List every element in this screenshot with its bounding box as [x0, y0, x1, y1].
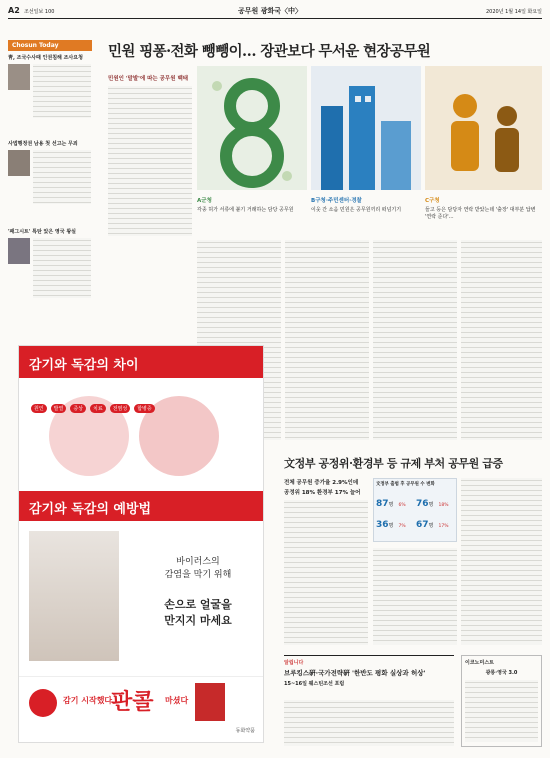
notice-sub: 15~16일 웨스틴조선 포럼: [284, 681, 345, 687]
stat-unit: 명: [388, 523, 394, 529]
ad-woman-photo: [29, 531, 119, 661]
stat-value: 87: [376, 499, 389, 509]
main-headline: 민원 핑퐁·전화 뺑뺑이… 장관보다 무서운 현장공무원: [108, 43, 431, 60]
caption-tag: A군청: [197, 198, 212, 204]
caption-text: 이웃 간 소음 민원은 공무원끼리 떠넘기기: [311, 207, 402, 213]
notice-headline: 브루킹스硏·국가전략硏 '한반도 평화 실상과 허상': [284, 669, 426, 677]
date: 2020년 1월 14일 화요일: [485, 9, 542, 15]
ad-maker: 동화약품: [235, 728, 255, 734]
number-8-illustration: [197, 66, 307, 190]
stat-pct: 6%: [398, 503, 406, 508]
sidebar-body-text: [33, 238, 91, 298]
body-text-col: [461, 240, 542, 440]
ad-brand: 판콜: [111, 690, 154, 715]
stat: [416, 491, 454, 510]
stat: [376, 512, 414, 531]
infographic-stats: [374, 489, 456, 533]
caption-b: [311, 196, 421, 213]
ad-brand-row: [19, 676, 264, 742]
body-text-col: [285, 240, 369, 440]
ad-chart-label: 증상: [70, 404, 86, 413]
ad-product-box: [195, 683, 225, 721]
subhead-line: 전체 공무원 증가율 2.9%인데: [284, 480, 359, 486]
page-number: A2: [8, 6, 20, 15]
ad-chart-label: 합병증: [134, 404, 155, 413]
bottom-notice: [284, 655, 454, 687]
ad-chart-labels: [31, 404, 251, 413]
ad-title-1: 감기와 독감의 차이: [29, 358, 139, 373]
lead-body-text: [108, 86, 192, 236]
sidebar-title: Chosun Today: [8, 40, 92, 51]
ad-hand-text: 손으로 얼굴을 만지지 마세요: [164, 598, 232, 627]
ad-brand-tagline: 감기 시작했다: [63, 696, 113, 705]
sidebar-item[interactable]: [8, 228, 92, 235]
lower-subhead: [284, 478, 368, 496]
sidebar-photo: [8, 64, 30, 90]
infographic: [373, 478, 457, 542]
ad-banner-mid: [19, 491, 264, 521]
body-text-col: [373, 240, 457, 440]
caption-a: [197, 196, 307, 213]
ad-chart-label: 발열: [51, 404, 67, 413]
ad-comparison-chart: [29, 386, 255, 486]
illustration-c: [425, 66, 542, 190]
stat-unit: 명: [428, 523, 434, 529]
sidebar-body-text: [33, 64, 91, 118]
ad-chart-label: 치료: [90, 404, 106, 413]
officials-illustration: [425, 66, 542, 190]
sidebar-item-headline: '패그시트' 특탄 았은 영국 왕실: [8, 229, 76, 235]
lower-body-text: [461, 478, 542, 645]
sidebar-item-headline: 사법행정권 남용 첫 선고는 무죄: [8, 141, 78, 147]
sidebar: [8, 40, 92, 330]
sidebar-item-headline: 靑, 조국수사때 인권침해 조사요청: [8, 55, 83, 61]
caption-tag: B구청·주민센터·경찰: [311, 198, 362, 204]
section-title: 공무원 광화국〈中〉: [238, 7, 303, 15]
sidebar-item[interactable]: [8, 140, 92, 147]
ad-title-2: 감기와 독감의 예방법: [29, 502, 152, 517]
ad-chart-label: 원인: [31, 404, 47, 413]
infographic-title: 文정부 출범 후 공무원 수 변화: [376, 482, 435, 487]
lower-headline: 文정부 공정위·환경부 등 규제 부처 공무원 급증: [284, 457, 503, 470]
buildings-illustration: [311, 66, 421, 190]
caption-text: 들고 등은 담당자 연락 받았는데 '출장' 대부분 답변 '연락 준다'…: [425, 207, 536, 220]
notice-body-text: [284, 700, 454, 746]
subhead-line: 공정위 18% 환경부 17% 늘어: [284, 490, 361, 496]
sidebar-item[interactable]: [8, 54, 92, 61]
caption-text: 각종 허가 서류에 붙기 거래하는 담당 공무원: [197, 207, 294, 213]
ad-chart-label: 전염성: [110, 404, 131, 413]
illustration-a: [197, 66, 307, 190]
stat-unit: 명: [388, 502, 394, 508]
ad-brand-suffix: 마셨다: [165, 696, 189, 705]
lower-body-text: [373, 548, 457, 645]
brand-logo-icon: [29, 689, 57, 717]
notice-tag: 알립니다: [284, 660, 304, 666]
illustration-b: [311, 66, 421, 190]
stat-pct: 7%: [398, 524, 406, 529]
stat-unit: 명: [428, 502, 434, 508]
page-header: [8, 5, 542, 19]
lead-title: 민원인 '말발'에 따는 공무원 백태: [108, 76, 189, 82]
economist-column[interactable]: [461, 655, 542, 747]
lower-body-text: [284, 500, 368, 645]
column-title: 이코노미스트: [465, 660, 494, 666]
column-body-text: [465, 680, 538, 742]
stat-value: 36: [376, 520, 389, 530]
caption-tag: C구청: [425, 198, 440, 204]
ad-virus-text: 바이러스의 감염을 막기 위해: [164, 557, 232, 580]
stat-pct: 17%: [438, 524, 449, 529]
caption-c: [425, 196, 542, 220]
sidebar-photo: [8, 150, 30, 176]
sidebar-body-text: [33, 150, 91, 204]
stat-value: 67: [416, 520, 429, 530]
stat-pct: 18%: [438, 503, 449, 508]
sidebar-photo: [8, 238, 30, 264]
cold-medicine-ad[interactable]: [18, 345, 264, 743]
stat: [416, 512, 454, 531]
stat-value: 76: [416, 499, 429, 509]
stat: [376, 491, 414, 510]
ad-banner-top: [19, 346, 264, 378]
column-sub: 광릉·영국 3.0: [485, 670, 518, 676]
paper-name: 조선일보 100: [24, 9, 55, 15]
